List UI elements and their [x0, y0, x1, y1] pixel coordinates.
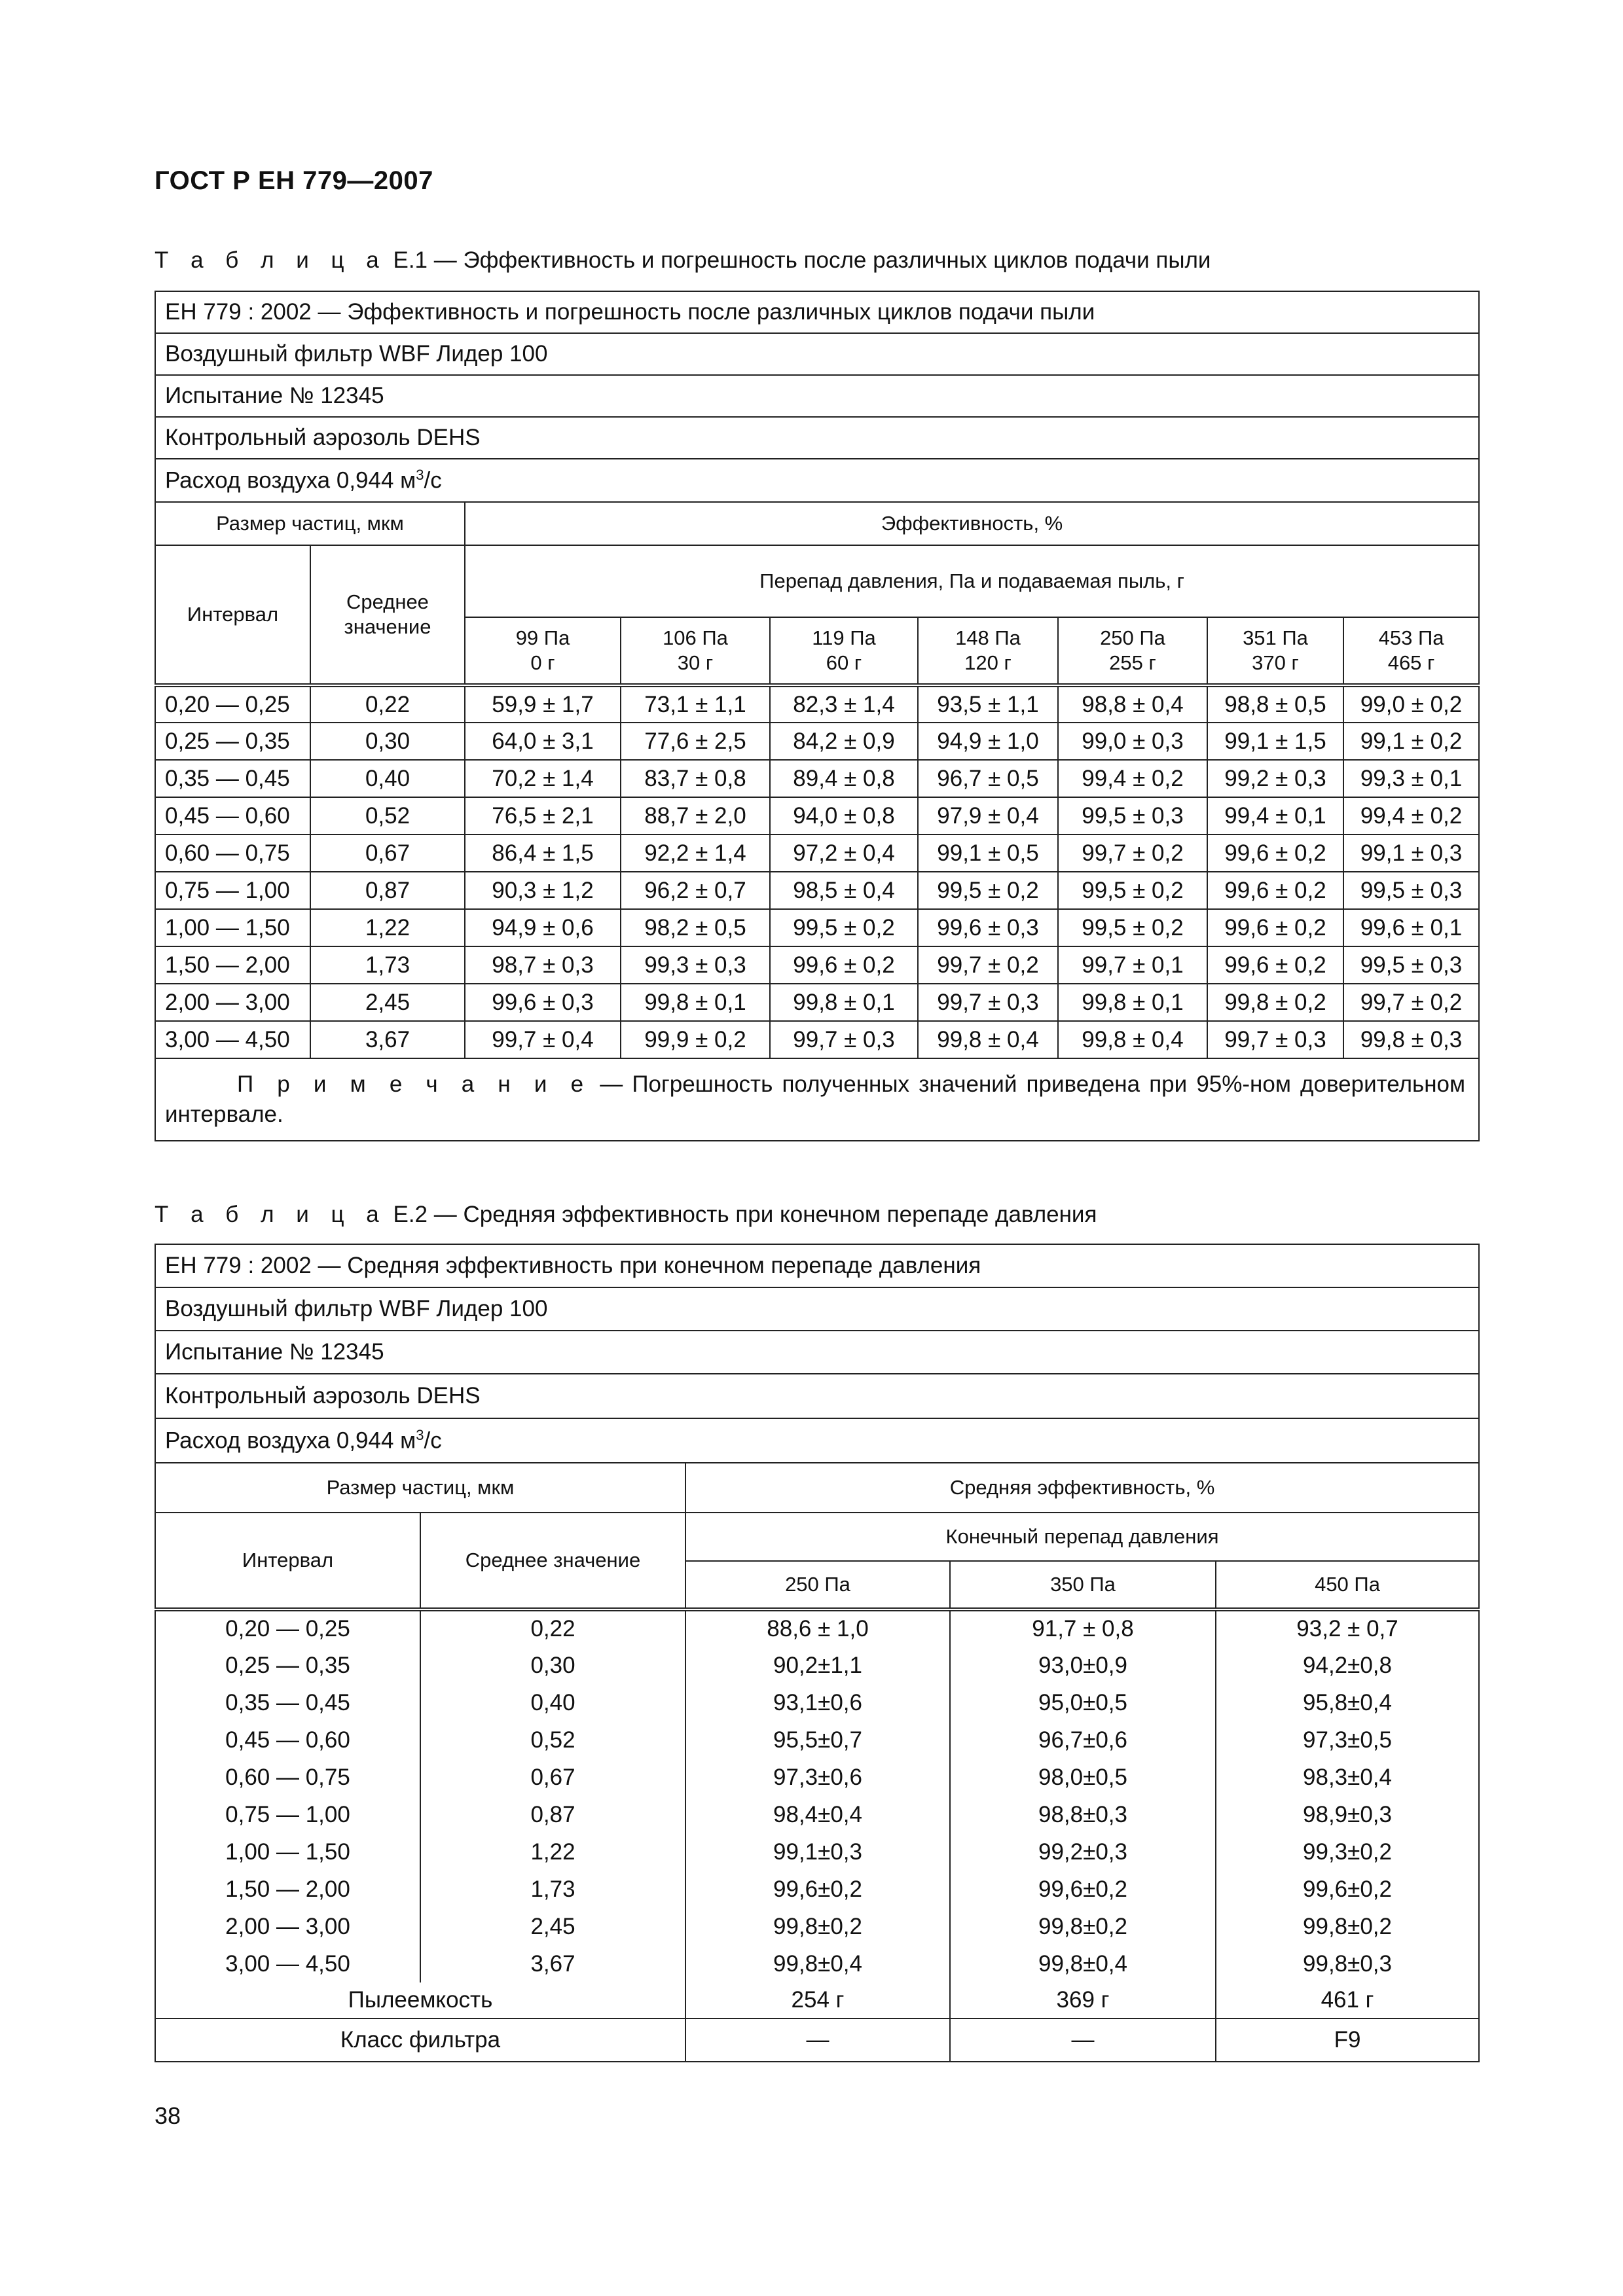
efficiency-cell: 76,5 ± 2,1: [465, 797, 621, 834]
table-row: [155, 1021, 1479, 1058]
efficiency-cell: 99,8±0,2: [685, 1908, 950, 1945]
interval-cell: 0,45 — 0,60: [155, 797, 310, 834]
efficiency-cell: 82,3 ± 1,4: [770, 685, 918, 723]
interval-cell: 3,00 — 4,50: [155, 1945, 420, 1982]
table1-head-pressure: Перепад давления, Па и подаваемая пыль, г: [465, 545, 1479, 617]
efficiency-cell: 99,1±0,3: [685, 1833, 950, 1871]
table-row: [155, 1871, 1479, 1908]
efficiency-cell: 99,7 ± 0,3: [918, 984, 1058, 1021]
table2-filter: Воздушный фильтр WBF Лидер 100: [155, 1287, 1479, 1331]
efficiency-cell: 94,0 ± 0,8: [770, 797, 918, 834]
efficiency-cell: 99,8 ± 0,4: [918, 1021, 1058, 1058]
efficiency-cell: 99,7 ± 0,3: [770, 1021, 918, 1058]
table-row: [155, 1945, 1479, 1982]
efficiency-cell: 99,5 ± 0,2: [1058, 909, 1207, 946]
stage-dust: 370 г: [1252, 651, 1299, 674]
table1-title: ЕН 779 : 2002 — Эффективность и погрешность после различных циклов подачи пыли: [155, 291, 1479, 333]
mean-cell: 2,45: [310, 984, 465, 1021]
mean-cell: 3,67: [420, 1945, 685, 1982]
table1-stage-header: [918, 617, 1058, 685]
stage-dust: 255 г: [1109, 651, 1156, 674]
stage-pressure: 119 Па: [812, 626, 876, 649]
table2-head-size: Размер частиц, мкм: [155, 1463, 685, 1513]
table1-note: [155, 1058, 1479, 1141]
efficiency-cell: 99,6 ± 0,2: [1207, 946, 1343, 984]
table2-title: ЕН 779 : 2002 — Средняя эффективность при конечном перепаде давления: [155, 1244, 1479, 1287]
efficiency-cell: 99,5 ± 0,2: [770, 909, 918, 946]
row-label: Пылеемкость: [155, 1982, 685, 2018]
table-row: [155, 984, 1479, 1021]
efficiency-cell: 83,7 ± 0,8: [621, 760, 770, 797]
efficiency-cell: 99,1 ± 0,3: [1343, 834, 1479, 872]
efficiency-cell: 99,8 ± 0,4: [1058, 1021, 1207, 1058]
efficiency-cell: 93,2 ± 0,7: [1216, 1609, 1479, 1647]
table-row: [155, 909, 1479, 946]
efficiency-cell: 59,9 ± 1,7: [465, 685, 621, 723]
efficiency-cell: 99,9 ± 0,2: [621, 1021, 770, 1058]
table1-airflow-text: Расход воздуха 0,944 м: [165, 467, 416, 493]
efficiency-cell: 99,6 ± 0,2: [770, 946, 918, 984]
efficiency-cell: 99,6 ± 0,1: [1343, 909, 1479, 946]
mean-cell: 0,40: [420, 1684, 685, 1721]
stage-pressure: 351 Па: [1243, 626, 1308, 649]
efficiency-cell: 99,8 ± 0,1: [1058, 984, 1207, 1021]
summary-cell: F9: [1216, 2018, 1479, 2062]
summary-cell: —: [685, 2018, 950, 2062]
efficiency-cell: 94,9 ± 1,0: [918, 723, 1058, 760]
efficiency-cell: 99,1 ± 0,2: [1343, 723, 1479, 760]
summary-cell: 369 г: [950, 1982, 1216, 2018]
efficiency-cell: 98,8 ± 0,4: [1058, 685, 1207, 723]
table1-aerosol: Контрольный аэрозоль DEHS: [155, 417, 1479, 459]
table-row: [155, 1721, 1479, 1759]
efficiency-cell: 90,2±1,1: [685, 1647, 950, 1684]
efficiency-cell: 97,3±0,5: [1216, 1721, 1479, 1759]
table-row: [155, 1759, 1479, 1796]
table1-stage-header: [1207, 617, 1343, 685]
efficiency-cell: 99,3 ± 0,1: [1343, 760, 1479, 797]
efficiency-cell: 99,0 ± 0,2: [1343, 685, 1479, 723]
efficiency-cell: 88,7 ± 2,0: [621, 797, 770, 834]
mean-cell: 1,22: [310, 909, 465, 946]
efficiency-cell: 98,4±0,4: [685, 1796, 950, 1833]
summary-cell: —: [950, 2018, 1216, 2062]
table2-airflow-sup: 3: [416, 1427, 424, 1444]
mean-cell: 0,52: [420, 1721, 685, 1759]
summary-cell: 461 г: [1216, 1982, 1479, 2018]
table1-airflow-unit: /с: [424, 467, 442, 493]
efficiency-cell: 93,1±0,6: [685, 1684, 950, 1721]
table1-stage-header: [621, 617, 770, 685]
efficiency-cell: 94,2±0,8: [1216, 1647, 1479, 1684]
interval-cell: 0,35 — 0,45: [155, 1684, 420, 1721]
efficiency-cell: 99,7 ± 0,1: [1058, 946, 1207, 984]
mean-cell: 0,30: [310, 723, 465, 760]
efficiency-cell: 77,6 ± 2,5: [621, 723, 770, 760]
efficiency-cell: 98,9±0,3: [1216, 1796, 1479, 1833]
table2-head-mean: Среднее значение: [420, 1513, 685, 1609]
table1-stage-header: [465, 617, 621, 685]
page-number: 38: [155, 2102, 181, 2129]
efficiency-cell: 92,2 ± 1,4: [621, 834, 770, 872]
efficiency-cell: 99,6±0,2: [1216, 1871, 1479, 1908]
efficiency-cell: 88,6 ± 1,0: [685, 1609, 950, 1647]
mean-cell: 1,22: [420, 1833, 685, 1871]
efficiency-cell: 99,1 ± 0,5: [918, 834, 1058, 872]
stage-dust: 465 г: [1387, 651, 1435, 674]
table-row: [155, 723, 1479, 760]
efficiency-cell: 99,6 ± 0,3: [918, 909, 1058, 946]
efficiency-cell: 99,8±0,2: [1216, 1908, 1479, 1945]
final-pressure-header: 450 Па: [1216, 1561, 1479, 1609]
document-header: ГОСТ Р ЕН 779—2007: [155, 166, 433, 195]
table-row: [155, 1647, 1479, 1684]
efficiency-cell: 98,0±0,5: [950, 1759, 1216, 1796]
efficiency-cell: 94,9 ± 0,6: [465, 909, 621, 946]
interval-cell: 0,20 — 0,25: [155, 1609, 420, 1647]
stage-dust: 120 г: [964, 651, 1012, 674]
stage-dust: 60 г: [826, 651, 862, 674]
efficiency-cell: 98,8 ± 0,5: [1207, 685, 1343, 723]
table1-caption-text: Е.1 — Эффективность и погрешность после различных циклов подачи пыли: [393, 247, 1211, 273]
dust-capacity-row: [155, 1982, 1479, 2018]
filter-class-row: [155, 2018, 1479, 2062]
efficiency-cell: 99,8±0,4: [685, 1945, 950, 1982]
efficiency-cell: 99,8±0,4: [950, 1945, 1216, 1982]
efficiency-cell: 95,0±0,5: [950, 1684, 1216, 1721]
efficiency-cell: 98,7 ± 0,3: [465, 946, 621, 984]
table2-head-final-pressure: Конечный перепад давления: [685, 1513, 1479, 1561]
efficiency-cell: 70,2 ± 1,4: [465, 760, 621, 797]
table1-note-lead: П р и м е ч а н и е: [237, 1071, 591, 1097]
table1-caption-prefix: Т а б л и ц а: [155, 247, 387, 273]
table1-test: Испытание № 12345: [155, 375, 1479, 417]
interval-cell: 0,25 — 0,35: [155, 1647, 420, 1684]
table1-airflow: [155, 459, 1479, 502]
table1-stage-header: [1058, 617, 1207, 685]
efficiency-cell: 95,8±0,4: [1216, 1684, 1479, 1721]
efficiency-cell: 98,8±0,3: [950, 1796, 1216, 1833]
efficiency-cell: 99,7 ± 0,4: [465, 1021, 621, 1058]
table2-head-efficiency: Средняя эффективность, %: [685, 1463, 1479, 1513]
table1-head-mean: Среднее значение: [310, 545, 465, 685]
efficiency-cell: 97,9 ± 0,4: [918, 797, 1058, 834]
efficiency-cell: 99,5 ± 0,3: [1343, 872, 1479, 909]
efficiency-cell: 93,0±0,9: [950, 1647, 1216, 1684]
efficiency-cell: 73,1 ± 1,1: [621, 685, 770, 723]
table-row: [155, 1833, 1479, 1871]
row-label: Класс фильтра: [155, 2018, 685, 2062]
table-row: [155, 1796, 1479, 1833]
mean-cell: 0,22: [420, 1609, 685, 1647]
interval-cell: 1,00 — 1,50: [155, 1833, 420, 1871]
efficiency-cell: 96,2 ± 0,7: [621, 872, 770, 909]
efficiency-cell: 99,5 ± 0,2: [918, 872, 1058, 909]
table1-caption: [155, 247, 1211, 274]
mean-cell: 0,67: [310, 834, 465, 872]
efficiency-cell: 99,7 ± 0,2: [918, 946, 1058, 984]
table1-head-size: Размер частиц, мкм: [155, 502, 465, 545]
efficiency-cell: 99,6±0,2: [950, 1871, 1216, 1908]
interval-cell: 0,60 — 0,75: [155, 834, 310, 872]
efficiency-cell: 99,6 ± 0,2: [1207, 834, 1343, 872]
efficiency-cell: 84,2 ± 0,9: [770, 723, 918, 760]
interval-cell: 2,00 — 3,00: [155, 1908, 420, 1945]
mean-cell: 0,30: [420, 1647, 685, 1684]
table2-head-interval: Интервал: [155, 1513, 420, 1609]
efficiency-cell: 91,7 ± 0,8: [950, 1609, 1216, 1647]
efficiency-cell: 96,7 ± 0,5: [918, 760, 1058, 797]
interval-cell: 0,35 — 0,45: [155, 760, 310, 797]
efficiency-cell: 99,7 ± 0,3: [1207, 1021, 1343, 1058]
table2-airflow-text: Расход воздуха 0,944 м: [165, 1427, 416, 1454]
efficiency-cell: 99,2 ± 0,3: [1207, 760, 1343, 797]
efficiency-cell: 99,4 ± 0,2: [1343, 797, 1479, 834]
stage-dust: 30 г: [677, 651, 714, 674]
stage-pressure: 106 Па: [663, 626, 728, 649]
interval-cell: 0,60 — 0,75: [155, 1759, 420, 1796]
table-row: [155, 1684, 1479, 1721]
final-pressure-header: 250 Па: [685, 1561, 950, 1609]
efficiency-cell: 99,7 ± 0,2: [1343, 984, 1479, 1021]
efficiency-cell: 89,4 ± 0,8: [770, 760, 918, 797]
efficiency-cell: 90,3 ± 1,2: [465, 872, 621, 909]
efficiency-cell: 99,2±0,3: [950, 1833, 1216, 1871]
table-row: [155, 760, 1479, 797]
mean-cell: 3,67: [310, 1021, 465, 1058]
table1: [155, 291, 1480, 1141]
efficiency-cell: 99,6 ± 0,3: [465, 984, 621, 1021]
efficiency-cell: 99,6 ± 0,2: [1207, 872, 1343, 909]
efficiency-cell: 99,8±0,3: [1216, 1945, 1479, 1982]
mean-cell: 0,52: [310, 797, 465, 834]
mean-cell: 0,87: [310, 872, 465, 909]
summary-cell: 254 г: [685, 1982, 950, 2018]
efficiency-cell: 98,2 ± 0,5: [621, 909, 770, 946]
interval-cell: 1,00 — 1,50: [155, 909, 310, 946]
efficiency-cell: 95,5±0,7: [685, 1721, 950, 1759]
table1-head-interval: Интервал: [155, 545, 310, 685]
interval-cell: 0,75 — 1,00: [155, 1796, 420, 1833]
mean-cell: 0,67: [420, 1759, 685, 1796]
table2-caption: [155, 1202, 1097, 1228]
efficiency-cell: 99,6 ± 0,2: [1207, 909, 1343, 946]
interval-cell: 0,20 — 0,25: [155, 685, 310, 723]
table-row: [155, 685, 1479, 723]
interval-cell: 1,50 — 2,00: [155, 1871, 420, 1908]
table1-filter: Воздушный фильтр WBF Лидер 100: [155, 333, 1479, 375]
mean-cell: 0,22: [310, 685, 465, 723]
table-row: [155, 834, 1479, 872]
table-row: [155, 797, 1479, 834]
mean-cell: 1,73: [420, 1871, 685, 1908]
interval-cell: 0,25 — 0,35: [155, 723, 310, 760]
efficiency-cell: 99,7 ± 0,2: [1058, 834, 1207, 872]
efficiency-cell: 64,0 ± 3,1: [465, 723, 621, 760]
table2-caption-text: Е.2 — Средняя эффективность при конечном перепаде давления: [393, 1202, 1097, 1227]
efficiency-cell: 99,1 ± 1,5: [1207, 723, 1343, 760]
efficiency-cell: 99,4 ± 0,2: [1058, 760, 1207, 797]
interval-cell: 0,75 — 1,00: [155, 872, 310, 909]
mean-cell: 2,45: [420, 1908, 685, 1945]
table1-stage-header: [1343, 617, 1479, 685]
interval-cell: 3,00 — 4,50: [155, 1021, 310, 1058]
efficiency-cell: 99,3±0,2: [1216, 1833, 1479, 1871]
table2-test: Испытание № 12345: [155, 1331, 1479, 1374]
efficiency-cell: 98,3±0,4: [1216, 1759, 1479, 1796]
stage-pressure: 250 Па: [1100, 626, 1165, 649]
table1-airflow-sup: 3: [416, 467, 424, 484]
table2-caption-prefix: Т а б л и ц а: [155, 1202, 387, 1227]
efficiency-cell: 99,8±0,2: [950, 1908, 1216, 1945]
efficiency-cell: 99,5 ± 0,2: [1058, 872, 1207, 909]
efficiency-cell: 99,8 ± 0,3: [1343, 1021, 1479, 1058]
efficiency-cell: 99,8 ± 0,1: [770, 984, 918, 1021]
efficiency-cell: 99,4 ± 0,1: [1207, 797, 1343, 834]
efficiency-cell: 97,3±0,6: [685, 1759, 950, 1796]
efficiency-cell: 93,5 ± 1,1: [918, 685, 1058, 723]
efficiency-cell: 98,5 ± 0,4: [770, 872, 918, 909]
efficiency-cell: 99,8 ± 0,1: [621, 984, 770, 1021]
stage-pressure: 99 Па: [515, 626, 570, 649]
table1-note-text: — Погрешность полученных значений приведена при 95%-ном доверительном интервале.: [165, 1071, 1466, 1127]
efficiency-cell: 99,6±0,2: [685, 1871, 950, 1908]
mean-cell: 1,73: [310, 946, 465, 984]
efficiency-cell: 86,4 ± 1,5: [465, 834, 621, 872]
interval-cell: 2,00 — 3,00: [155, 984, 310, 1021]
table-row: [155, 872, 1479, 909]
table-row: [155, 946, 1479, 984]
table2-aerosol: Контрольный аэрозоль DEHS: [155, 1374, 1479, 1418]
mean-cell: 0,40: [310, 760, 465, 797]
efficiency-cell: 99,5 ± 0,3: [1058, 797, 1207, 834]
efficiency-cell: 99,8 ± 0,2: [1207, 984, 1343, 1021]
stage-pressure: 453 Па: [1378, 626, 1444, 649]
efficiency-cell: 99,5 ± 0,3: [1343, 946, 1479, 984]
table1-stage-header: [770, 617, 918, 685]
table2: [155, 1244, 1480, 2062]
table-row: [155, 1609, 1479, 1647]
table1-head-efficiency: Эффективность, %: [465, 502, 1479, 545]
final-pressure-header: 350 Па: [950, 1561, 1216, 1609]
table2-airflow-unit: /с: [424, 1427, 442, 1454]
efficiency-cell: 99,0 ± 0,3: [1058, 723, 1207, 760]
interval-cell: 1,50 — 2,00: [155, 946, 310, 984]
stage-dust: 0 г: [530, 651, 555, 674]
efficiency-cell: 96,7±0,6: [950, 1721, 1216, 1759]
mean-cell: 0,87: [420, 1796, 685, 1833]
efficiency-cell: 99,3 ± 0,3: [621, 946, 770, 984]
stage-pressure: 148 Па: [955, 626, 1021, 649]
table-row: [155, 1908, 1479, 1945]
interval-cell: 0,45 — 0,60: [155, 1721, 420, 1759]
table2-airflow: [155, 1418, 1479, 1463]
efficiency-cell: 97,2 ± 0,4: [770, 834, 918, 872]
